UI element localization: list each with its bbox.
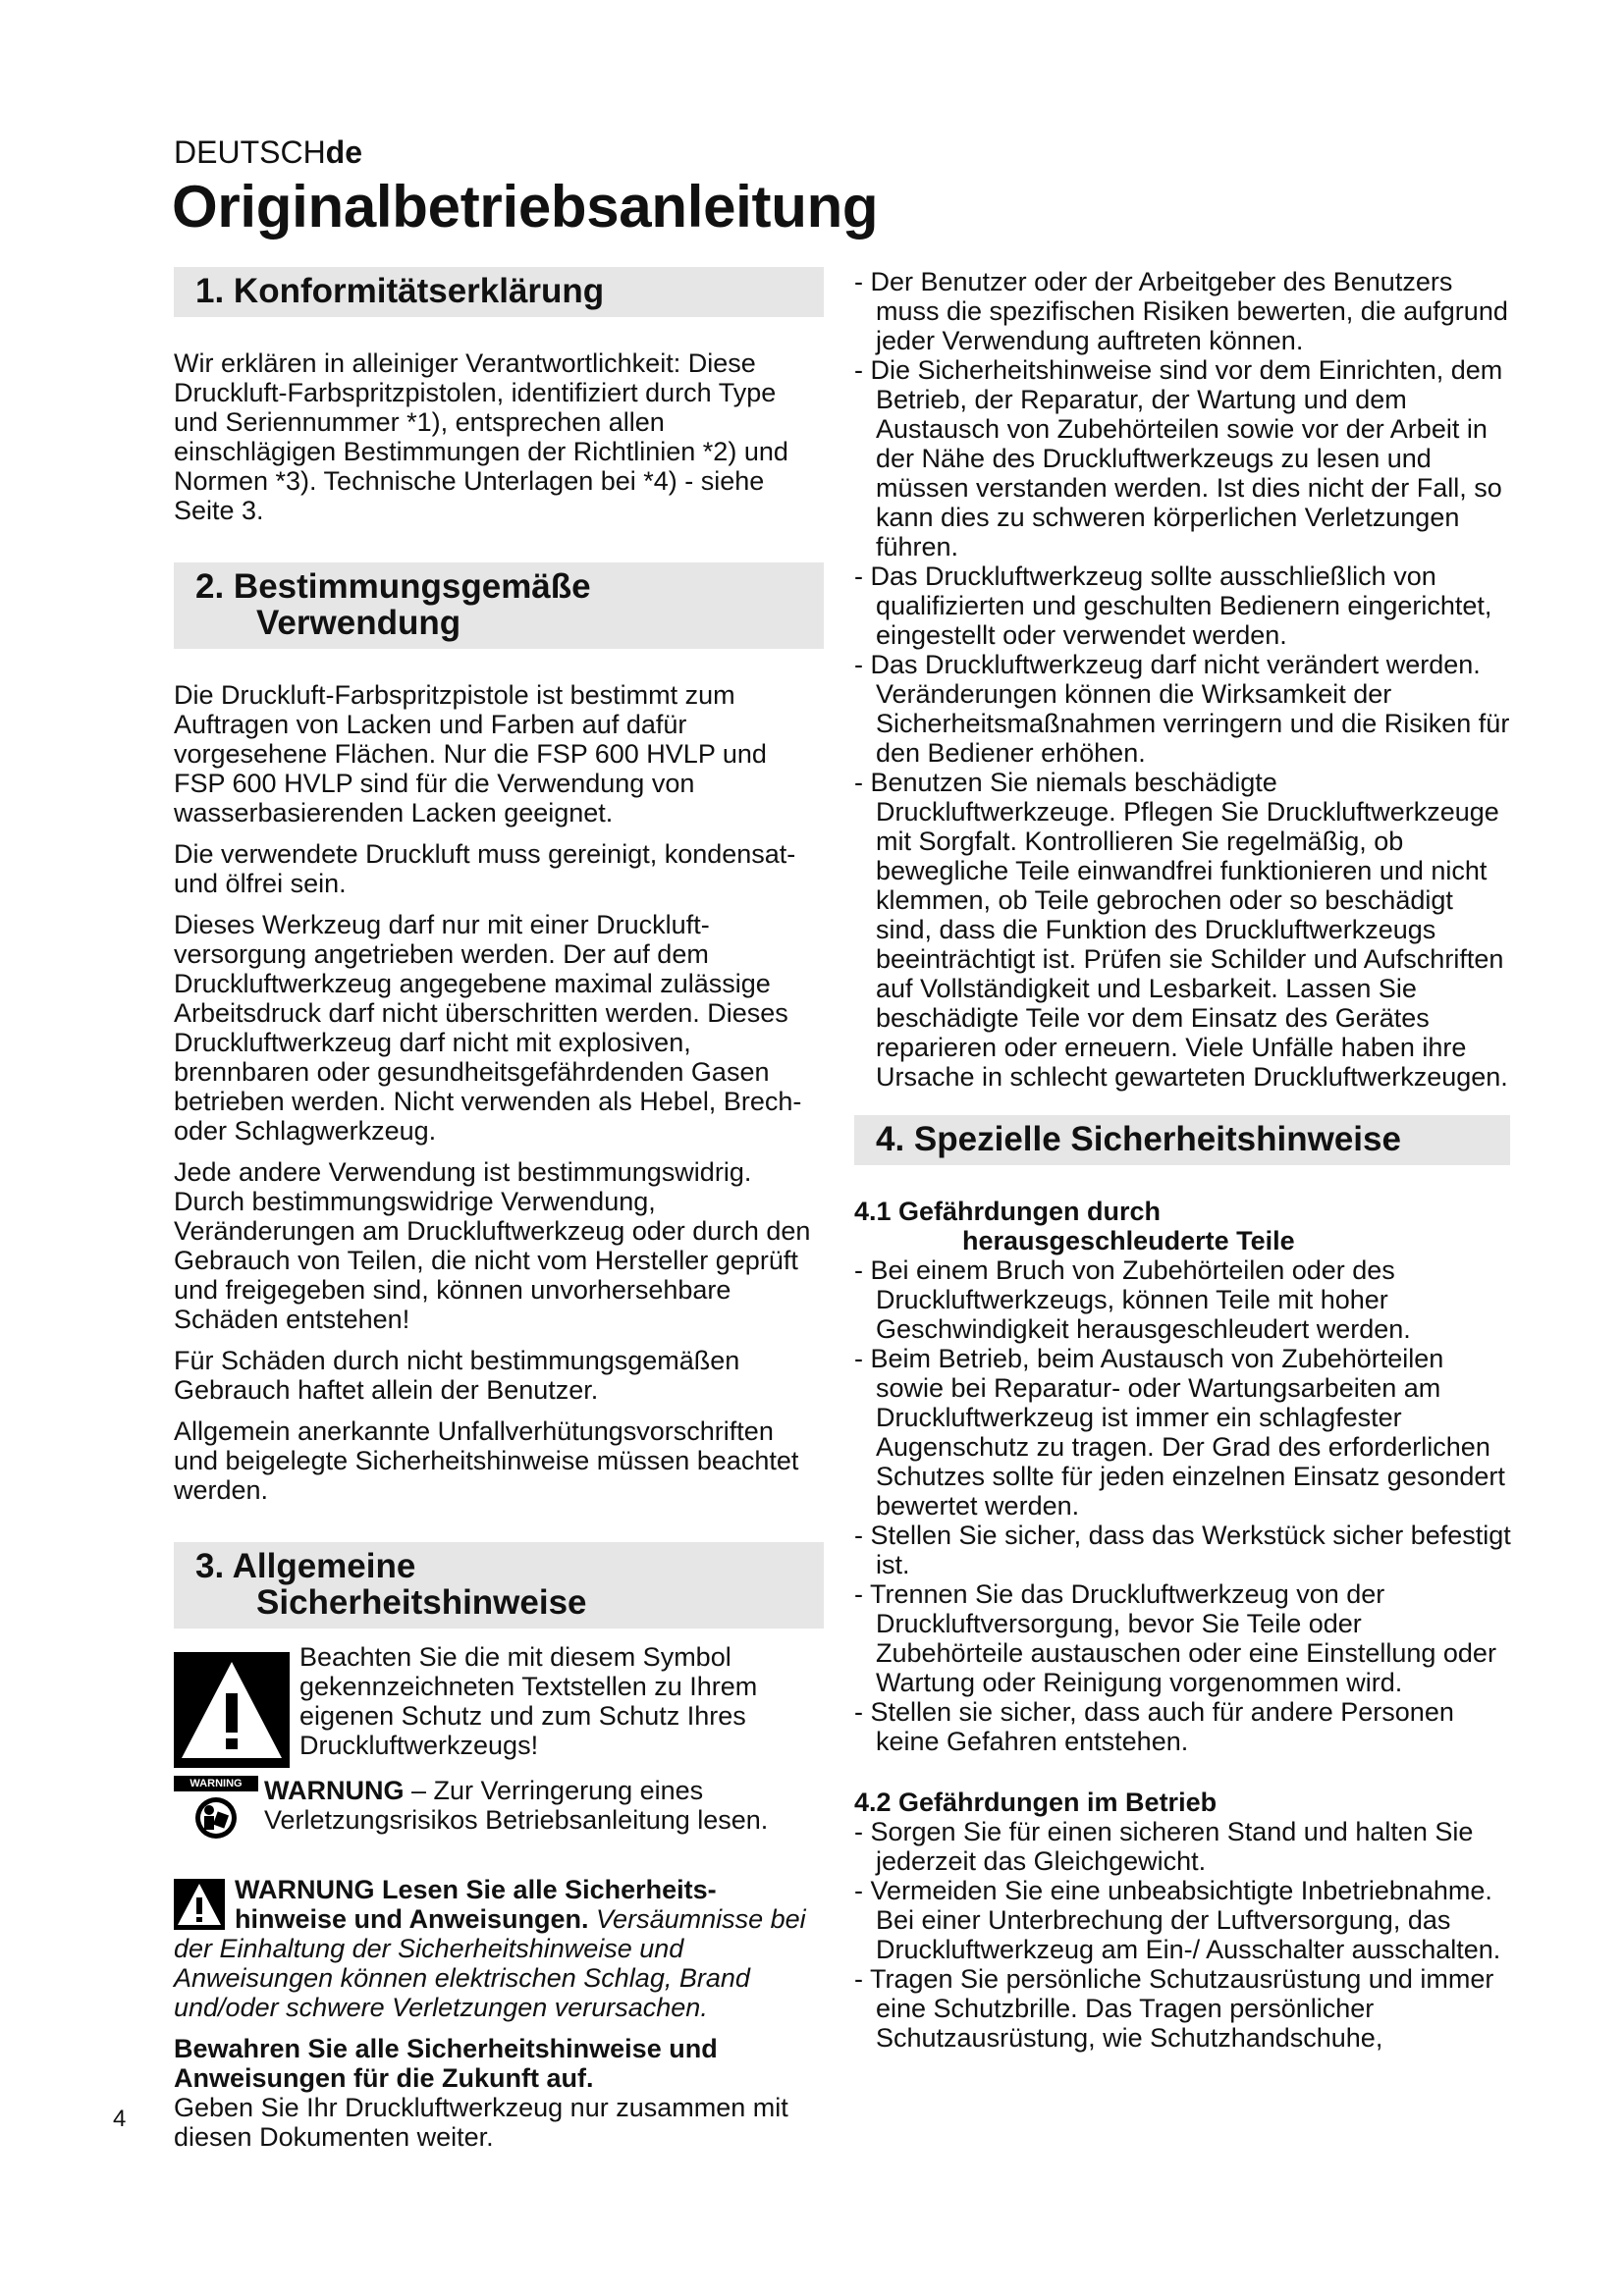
section-1-heading: 1. Konformitätserklärung bbox=[174, 267, 824, 317]
list-item: - Beim Betrieb, beim Austausch von Zubehörteilen sowie bei Reparatur- oder Wartungsarbeiten am Druckluftwerkzeug ist immer ein schlagfester Augenschutz zu tragen. Der Grad des erforderlichen Schutzes sollte für jeden einzelnen Einsatz gesondert bewertet werden. bbox=[854, 1344, 1505, 1521]
section-2-paragraph: Dieses Werkzeug darf nur mit einer Druckluft-versorgung angetrieben werden. Der auf dem Druckluftwerkzeug angegebene maximal zulässige Arbeitsdruck darf nicht überschritten werden. Dieses Druckluftwerkzeug darf nicht mit explosiven, brennbaren oder gesundheitsgefährdenden Gasen betrieben werden. Nicht verwenden als Hebel, Brech- oder Schlagwerkzeug. bbox=[174, 910, 802, 1146]
subsection-4-1-heading bbox=[854, 1197, 1512, 1255]
language-name: DEUTSCH bbox=[174, 134, 326, 170]
list-item: - Das Druckluftwerkzeug darf nicht verändert werden. Veränderungen können die Wirksamkeit der Sicherheitsmaßnahmen verringern und die Risiken für den Bediener erhöhen. bbox=[854, 650, 1510, 768]
right-column bbox=[854, 267, 1512, 2053]
read-manual-icon bbox=[174, 1776, 258, 1845]
language-code: de bbox=[325, 134, 363, 170]
section-2-paragraph: Allgemein anerkannte Unfallverhütungsvorschriften und beigelegte Sicherheitshinweise müssen beachtet werden. bbox=[174, 1416, 799, 1505]
language-label bbox=[174, 133, 362, 171]
read-all-instructions-italic: Versäumnisse bei der Einhaltung der Sicherheitshinweise und Anweisungen können elektrischen Schlag, Brand und/oder schwere Verletzungen verursachen. bbox=[174, 1904, 806, 2022]
list-item: - Benutzen Sie niemals beschädigte Druckluftwerkzeuge. Pflegen Sie Druckluftwerkzeuge mit Sorgfalt. Kontrollieren Sie regelmäßig, ob bewegliche Teile einwandfrei funktionieren und nicht klemmen, ob Teile gebrochen oder so beschädigt sind, dass die Funktion des Druckluftwerkzeugs beeinträchtigt ist. Prüfen sie Schilder und Aufschriften auf Vollständigkeit und Lesbarkeit. Lassen Sie beschädigte Teile vor dem Einsatz des Gerätes reparieren oder erneuern. Viele Unfälle haben ihre Ursache in schlecht gewarteten Druckluftwerkzeugen. bbox=[854, 768, 1508, 1092]
subsection-4-1-line2: herausgeschleuderte Teile bbox=[962, 1226, 1295, 1255]
subsection-4-2-heading: 4.2 Gefährdungen im Betrieb bbox=[854, 1788, 1218, 1817]
read-all-instructions-text bbox=[174, 1875, 824, 2022]
list-item: - Stellen Sie sicher, dass das Werkstück sicher befestigt ist. bbox=[854, 1521, 1511, 1579]
section-2-heading-line2: Verwendung bbox=[256, 604, 461, 642]
section-2-paragraph: Die verwendete Druckluft muss gereinigt, kondensat- und ölfrei sein. bbox=[174, 839, 796, 898]
symbol-note bbox=[174, 1642, 824, 1768]
warning-label: WARNING bbox=[174, 1776, 258, 1791]
read-manual-warning bbox=[174, 1776, 824, 1845]
section-3-heading-line2: Sicherheitshinweise bbox=[256, 1583, 587, 1622]
list-item: - Vermeiden Sie eine unbeabsichtigte Inbetriebnahme. Bei einer Unterbrechung der Luftversorgung, das Druckluftwerkzeug am Ein-/ Ausschalter ausschalten. bbox=[854, 1876, 1501, 1964]
keep-instructions-heading: Bewahren Sie alle Sicherheitshinweise und Anweisungen für die Zukunft auf. bbox=[174, 2034, 718, 2093]
read-all-instructions-bold: WARNUNG Lesen Sie alle Sicherheits-hinweise und Anweisungen. bbox=[235, 1875, 717, 1934]
section-2-heading-line1: 2. Bestimmungsgemäße bbox=[195, 567, 591, 606]
section-1-text: Wir erklären in alleiniger Verantwortlichkeit: Diese Druckluft-Farbspritzpistolen, identifiziert durch Type und Seriennummer *1), entsprechen allen einschlägigen Bestimmungen der Richtlinien *2) und Normen *3). Technische Unterlagen bei *4) - siehe Seite 3. bbox=[174, 348, 788, 525]
list-item: - Der Benutzer oder der Arbeitgeber des Benutzers muss die spezifischen Risiken bewerten, die aufgrund jeder Verwendung auftreten können. bbox=[854, 267, 1508, 355]
subsection-4-1-line1: 4.1 Gefährdungen durch bbox=[854, 1197, 1162, 1226]
warning-description: – Zur Verringerung eines Verletzungsrisikos Betriebsanleitung lesen. bbox=[264, 1776, 769, 1835]
list-item: - Sorgen Sie für einen sicheren Stand und halten Sie jederzeit das Gleichgewicht. bbox=[854, 1817, 1474, 1876]
page-title: Originalbetriebsanleitung bbox=[172, 174, 879, 240]
section-2-heading bbox=[174, 562, 824, 649]
list-item: - Trennen Sie das Druckluftwerkzeug von der Druckluftversorgung, bevor Sie Teile oder Zubehörteile austauschen oder eine Einstellung oder Wartung oder Reinigung vorgenommen wird. bbox=[854, 1579, 1496, 1697]
section-2-paragraph: Die Druckluft-Farbspritzpistole ist bestimmt zum Auftragen von Lacken und Farben auf dafür vorgesehene Flächen. Nur die FSP 600 HVLP und FSP 600 HVLP sind für die Verwendung von wasserbasierenden Lacken geeignet. bbox=[174, 680, 767, 828]
list-item: - Stellen sie sicher, dass auch für andere Personen keine Gefahren entstehen. bbox=[854, 1697, 1454, 1756]
section-3-heading bbox=[174, 1542, 824, 1629]
symbol-note-text: Beachten Sie die mit diesem Symbol gekennzeichneten Textstellen zu Ihrem eigenen Schutz und zum Schutz Ihres Druckluftwerkzeugs! bbox=[299, 1642, 758, 1760]
section-4-heading: 4. Spezielle Sicherheitshinweise bbox=[854, 1115, 1510, 1165]
warning-triangle-icon bbox=[174, 1879, 225, 1930]
list-item: - Die Sicherheitshinweise sind vor dem Einrichten, dem Betrieb, der Reparatur, der Wartung und dem Austausch von Zubehörteilen sowie vor der Arbeit in der Nähe des Druckluftwerkzeugs zu lesen und müssen verstanden werden. Ist dies nicht der Fall, so kann dies zu schweren körperlichen Verletzungen führen. bbox=[854, 355, 1503, 561]
read-manual-warning-text bbox=[264, 1776, 824, 1835]
left-column bbox=[174, 267, 824, 2152]
warning-keyword: WARNUNG bbox=[264, 1776, 405, 1805]
keep-instructions-text: Geben Sie Ihr Druckluftwerkzeug nur zusammen mit diesen Dokumenten weiter. bbox=[174, 2093, 788, 2152]
list-item: - Tragen Sie persönliche Schutzausrüstung und immer eine Schutzbrille. Das Tragen persönlicher Schutzausrüstung, wie Schutzhandschuhe, bbox=[854, 1964, 1494, 2053]
section-2-paragraph: Für Schäden durch nicht bestimmungsgemäßen Gebrauch haftet allein der Benutzer. bbox=[174, 1346, 740, 1405]
list-item: - Das Druckluftwerkzeug sollte ausschließlich von qualifizierten und geschulten Bedienern eingerichtet, eingestellt oder verwendet werden. bbox=[854, 561, 1492, 650]
page-number: 4 bbox=[113, 2106, 127, 2132]
section-2-paragraph: Jede andere Verwendung ist bestimmungswidrig. Durch bestimmungswidrige Verwendung, Veränderungen am Druckluftwerkzeug oder durch den Gebrauch von Teilen, die nicht vom Hersteller geprüft und freigegeben sind, können unvorhersehbare Schäden entstehen! bbox=[174, 1157, 811, 1334]
list-item: - Bei einem Bruch von Zubehörteilen oder des Druckluftwerkzeugs, können Teile mit hoher Geschwindigkeit herausgeschleudert werden. bbox=[854, 1255, 1411, 1344]
read-all-instructions bbox=[174, 1875, 824, 2022]
warning-triangle-icon bbox=[174, 1652, 290, 1768]
section-3-heading-line1: 3. Allgemeine bbox=[195, 1547, 416, 1585]
